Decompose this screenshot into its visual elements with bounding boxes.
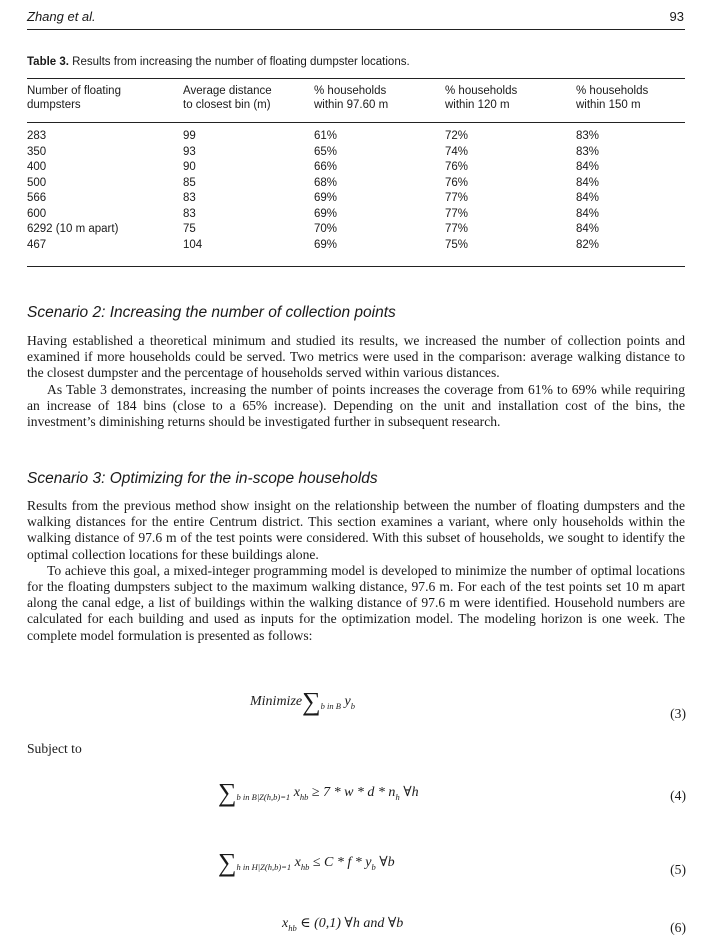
table-row: [27, 145, 685, 161]
equation-number: (6): [670, 920, 686, 935]
table-cell: 75%: [445, 238, 469, 251]
table-cell: 84%: [576, 176, 600, 189]
table-cell: 69%: [314, 238, 338, 251]
table-cell: 74%: [445, 145, 469, 158]
table-cell: 77%: [445, 223, 469, 235]
table-cell: 69%: [314, 207, 338, 220]
scenario-3-body: [27, 498, 685, 644]
equation-5: $\sum_{h in H|Z(h,b)=1}$ $x_{hb} \le C * f * y_b$ ∀b: [218, 848, 395, 877]
column-header: % households within 150 m: [576, 85, 649, 111]
table-cell: 66%: [314, 161, 338, 173]
subject-to-label: Subject to: [27, 741, 82, 756]
running-header: [27, 9, 684, 25]
paragraph: Results from the previous method show insight on the relationship between the number of floating dumpsters and the walking distances for the entire Centrum district. This section examines a variant, where only households within the walking distance of 97.6 m of the test points were considered. With this subset of households, we sought to identify the optimal collection locations for these buildings alone.: [27, 498, 685, 562]
paragraph: As Table 3 demonstrates, increasing the number of points increases the coverage from 61% to 69% while requiring an increase of 184 bins (close to a 65% increase). Depending on the unit and installation cost of the bins, the investment’s diminishing returns should be investigated further in subsequent research.: [27, 381, 685, 430]
table-cell: 72%: [445, 130, 469, 142]
table-cell: 76%: [445, 176, 469, 189]
table-cell: 84%: [576, 161, 600, 173]
column-header: Average distance to closest bin (m): [183, 85, 272, 111]
paragraph: Having established a theoretical minimum and studied its results, we increased the number of collection points and examined if more households could be served. Two metrics were used in the comparison: average walking distance to the closest dumpster and the percentage of households served within various distances.: [27, 333, 685, 381]
table-cell: 68%: [314, 176, 338, 189]
table-cell: 83%: [576, 145, 600, 158]
table-caption: [27, 56, 410, 68]
equation-4: $\sum_{b in B|Z(h,b)=1}$ $x_{hb} \ge 7 * w * d * n_h$ ∀h: [218, 778, 419, 807]
page-number: 93: [669, 9, 684, 24]
table-cell: 85: [183, 176, 196, 189]
table-label: Table 3.: [27, 56, 69, 68]
section-heading-scenario-3: Scenario 3: Optimizing for the in-scope households: [27, 470, 378, 487]
table-cell: 350: [27, 145, 47, 158]
equation-6: $x_{hb}$ ∈ (0,1) ∀h and ∀b: [282, 916, 404, 933]
table-row: [27, 176, 685, 192]
table-row: [27, 238, 685, 254]
table-cell: 77%: [445, 207, 469, 220]
header-author: Zhang et al.: [27, 9, 96, 24]
table-cell: 400: [27, 161, 47, 173]
table-caption-text: Results from increasing the number of floating dumpster locations.: [72, 56, 410, 68]
table-cell: 84%: [576, 207, 600, 220]
table-cell: 69%: [314, 192, 338, 204]
table-cell: 83: [183, 192, 196, 204]
table-cell: 65%: [314, 145, 338, 158]
table-cell: 82%: [576, 238, 600, 251]
table-header: [27, 84, 685, 120]
column-header: Number of floating dumpsters: [27, 85, 121, 111]
section-heading-scenario-2: Scenario 2: Increasing the number of collection points: [27, 304, 396, 321]
table-cell: 75: [183, 223, 196, 235]
table-cell: 84%: [576, 223, 600, 235]
table-cell: 90: [183, 161, 196, 173]
column-header: % households within 120 m: [445, 85, 518, 111]
table-body: [27, 129, 685, 253]
column-header: % households within 97.60 m: [314, 85, 389, 111]
table-cell: 566: [27, 192, 47, 204]
table-cell: 467: [27, 238, 47, 251]
table-row: [27, 191, 685, 207]
table-cell: 70%: [314, 223, 338, 235]
paragraph: To achieve this goal, a mixed-integer programming model is developed to minimize the number of optimal locations for the floating dumpsters subject to the maximum walking distance, 97.6 m. For each of the test points set 10 m apart along the canal edge, a list of buildings within the walking distance of 97.6 m were identified. Household numbers are calculated for each building and used as inputs for the optimization model. The modeling horizon is one week. The complete model formulation is presented as follows:: [27, 562, 685, 643]
table-cell: 93: [183, 145, 196, 158]
equation-number: (3): [670, 706, 686, 721]
table-cell: 84%: [576, 192, 600, 204]
table-cell: 83%: [576, 130, 600, 142]
header-rule: [27, 29, 685, 30]
equation-3: $Minimize\sum_{b in B}$ $y_b$: [250, 687, 355, 716]
table-cell: 600: [27, 207, 47, 220]
table-header-rule: [27, 122, 685, 123]
table-cell: 6292 (10 m apart): [27, 223, 119, 235]
table-cell: 500: [27, 176, 47, 189]
equation-number: (5): [670, 862, 686, 877]
table-cell: 77%: [445, 192, 469, 204]
table-cell: 99: [183, 130, 196, 142]
scenario-2-body: [27, 333, 685, 430]
table-row: [27, 129, 685, 145]
table-top-rule: [27, 78, 685, 79]
table-cell: 61%: [314, 130, 338, 142]
table-row: [27, 207, 685, 223]
equation-number: (4): [670, 788, 686, 803]
table-cell: 283: [27, 130, 47, 142]
table-cell: 83: [183, 207, 196, 220]
table-row: [27, 160, 685, 176]
table-row: [27, 222, 685, 238]
table-bottom-rule: [27, 266, 685, 267]
table-cell: 104: [183, 238, 203, 251]
table-cell: 76%: [445, 161, 469, 173]
